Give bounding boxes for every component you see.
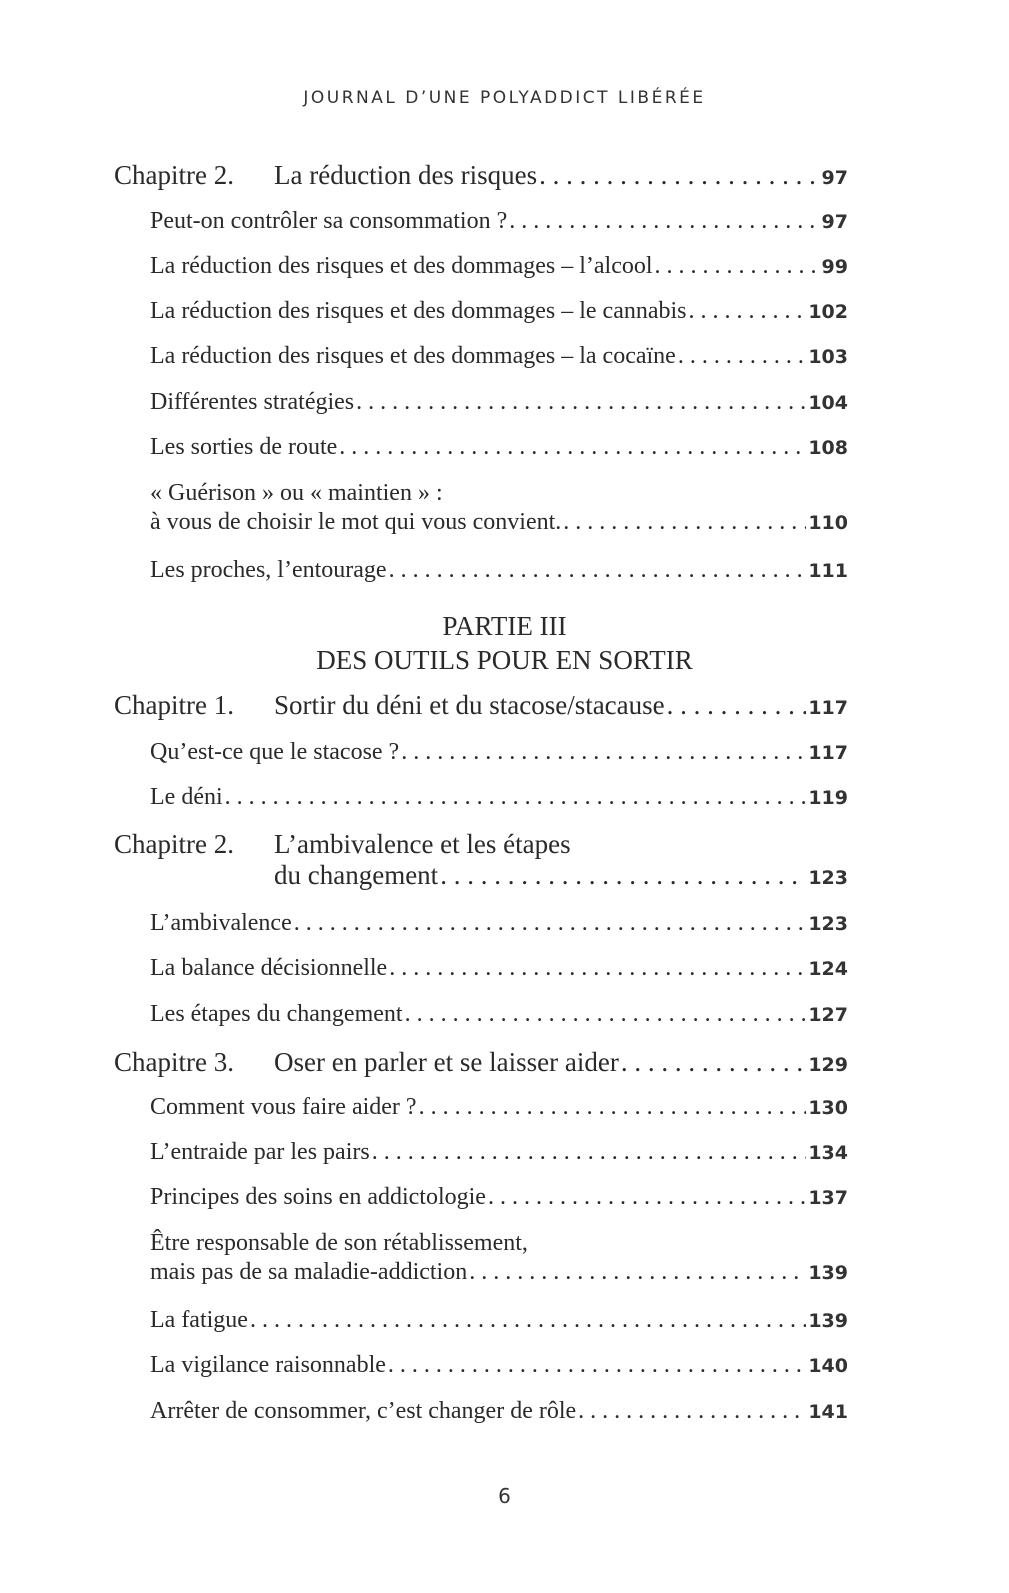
leader-dots xyxy=(372,1139,807,1166)
chapter-label: Chapitre 2. xyxy=(114,829,234,859)
page-number: 123 xyxy=(808,867,848,889)
section-title: La fatigue xyxy=(150,1307,248,1333)
section-title: La réduction des risques et des dommages – l’alcool xyxy=(150,253,653,279)
chapter-title: Oser en parler et se laisser aider xyxy=(274,1047,619,1077)
leader-dots xyxy=(356,389,806,416)
page-number: 104 xyxy=(808,392,848,414)
part-title: DES OUTILS POUR EN SORTIR xyxy=(316,645,693,675)
toc-section-entry[interactable] xyxy=(150,910,848,937)
section-title: Qu’est-ce que le stacose ? xyxy=(150,739,400,765)
page-number: 103 xyxy=(808,346,848,368)
leader-dots xyxy=(678,343,807,370)
leader-dots xyxy=(225,784,807,811)
section-title: Arrêter de consommer, c’est changer de rôle xyxy=(150,1398,577,1424)
page-number: 97 xyxy=(821,211,848,233)
toc-chapter-entry[interactable] xyxy=(114,829,848,891)
running-head: JOURNAL D’UNE POLYADDICT LIBÉRÉE xyxy=(303,88,706,108)
section-title: La vigilance raisonnable xyxy=(150,1352,386,1378)
page-number: 134 xyxy=(808,1142,848,1164)
toc-section-entry[interactable] xyxy=(150,253,848,280)
page-number: 130 xyxy=(808,1097,848,1119)
toc-section-entry[interactable] xyxy=(150,557,848,584)
page-number: 102 xyxy=(808,301,848,323)
leader-dots xyxy=(488,1184,806,1211)
toc-section-entry[interactable] xyxy=(150,1352,848,1379)
leader-dots xyxy=(339,434,806,461)
toc-chapter-entry[interactable] xyxy=(114,1047,848,1078)
page-number: 141 xyxy=(808,1401,848,1423)
section-title: Principes des soins en addictologie xyxy=(150,1184,486,1210)
section-title: La balance décisionnelle xyxy=(150,955,388,981)
toc-chapter-entry[interactable] xyxy=(114,690,848,721)
chapter-label: Chapitre 1. xyxy=(114,690,234,720)
section-title-line1: « Guérison » ou « maintien » : xyxy=(150,480,443,506)
section-title: à vous de choisir le mot qui vous convient. xyxy=(150,509,562,535)
leader-dots xyxy=(250,1307,806,1334)
section-title: Différentes stratégies xyxy=(150,389,355,415)
toc-section-entry[interactable] xyxy=(150,1001,848,1028)
page-number: 99 xyxy=(821,256,848,278)
page-number: 110 xyxy=(808,512,848,534)
section-title: L’entraide par les pairs xyxy=(150,1139,370,1165)
part-label: PARTIE III xyxy=(442,611,567,641)
leader-dots xyxy=(401,739,806,766)
section-title-line1: Être responsable de son rétablissement, xyxy=(150,1230,528,1256)
page-number: 119 xyxy=(808,787,848,809)
chapter-label: Chapitre 2. xyxy=(114,160,234,190)
leader-dots xyxy=(469,1259,806,1286)
chapter-title-line1: L’ambivalence et les étapes xyxy=(274,829,571,859)
page-number: 139 xyxy=(808,1310,848,1332)
toc-section-entry[interactable] xyxy=(150,434,848,461)
page-number: 117 xyxy=(808,742,848,764)
section-title: La réduction des risques et des dommages – le cannabis xyxy=(150,298,687,324)
leader-dots xyxy=(539,160,819,191)
page-number: 108 xyxy=(808,437,848,459)
toc-section-entry[interactable] xyxy=(150,739,848,766)
toc-chapter-entry[interactable] xyxy=(114,160,848,191)
leader-dots xyxy=(388,1352,806,1379)
leader-dots xyxy=(389,557,807,584)
chapter-label: Chapitre 3. xyxy=(114,1047,234,1077)
leader-dots xyxy=(405,1001,807,1028)
leader-dots xyxy=(419,1094,807,1121)
section-title: Le déni xyxy=(150,784,223,810)
leader-dots xyxy=(389,955,806,982)
leader-dots xyxy=(689,298,807,325)
page-number: 124 xyxy=(808,958,848,980)
page-number: 111 xyxy=(808,560,848,582)
section-title: Comment vous faire aider ? xyxy=(150,1094,417,1120)
toc-section-entry[interactable] xyxy=(150,208,848,235)
leader-dots xyxy=(440,860,806,891)
page-number: 97 xyxy=(821,167,848,189)
page-number: 137 xyxy=(808,1187,848,1209)
page-number: 123 xyxy=(808,913,848,935)
chapter-title: Sortir du déni et du stacose/stacause xyxy=(274,690,665,720)
section-title: L’ambivalence xyxy=(150,910,292,936)
leader-dots xyxy=(563,509,806,536)
toc-section-entry[interactable] xyxy=(150,1307,848,1334)
toc-section-entry[interactable] xyxy=(150,1184,848,1211)
toc-section-entry[interactable] xyxy=(150,1094,848,1121)
chapter-title: La réduction des risques xyxy=(274,160,538,190)
page-number: 127 xyxy=(808,1004,848,1026)
section-title: Les proches, l’entourage xyxy=(150,557,387,583)
section-title: Peut-on contrôler sa consommation ? xyxy=(150,208,508,234)
leader-dots xyxy=(655,253,820,280)
section-title: mais pas de sa maladie-addiction xyxy=(150,1259,468,1285)
part-heading xyxy=(0,609,1009,677)
section-title: La réduction des risques et des dommages – la cocaïne xyxy=(150,343,676,369)
page-number: 117 xyxy=(808,697,848,719)
toc-section-entry[interactable] xyxy=(150,1139,848,1166)
toc-section-entry[interactable] xyxy=(150,480,848,536)
toc-section-entry[interactable] xyxy=(150,784,848,811)
page-number: 129 xyxy=(808,1054,848,1076)
page-folio: 6 xyxy=(498,1484,511,1508)
leader-dots xyxy=(667,690,807,721)
section-title: Les étapes du changement xyxy=(150,1001,403,1027)
toc-section-entry[interactable] xyxy=(150,1398,848,1425)
chapter-title: du changement xyxy=(274,860,439,890)
leader-dots xyxy=(294,910,807,937)
leader-dots xyxy=(578,1398,806,1425)
leader-dots xyxy=(621,1047,806,1078)
page-number: 140 xyxy=(808,1355,848,1377)
leader-dots xyxy=(509,208,819,235)
toc-section-entry[interactable] xyxy=(150,955,848,982)
toc-section-entry[interactable] xyxy=(150,1230,848,1286)
section-title: Les sorties de route xyxy=(150,434,338,460)
toc-section-entry[interactable] xyxy=(150,343,848,370)
page-number: 139 xyxy=(808,1262,848,1284)
toc-section-entry[interactable] xyxy=(150,298,848,325)
toc-section-entry[interactable] xyxy=(150,389,848,416)
